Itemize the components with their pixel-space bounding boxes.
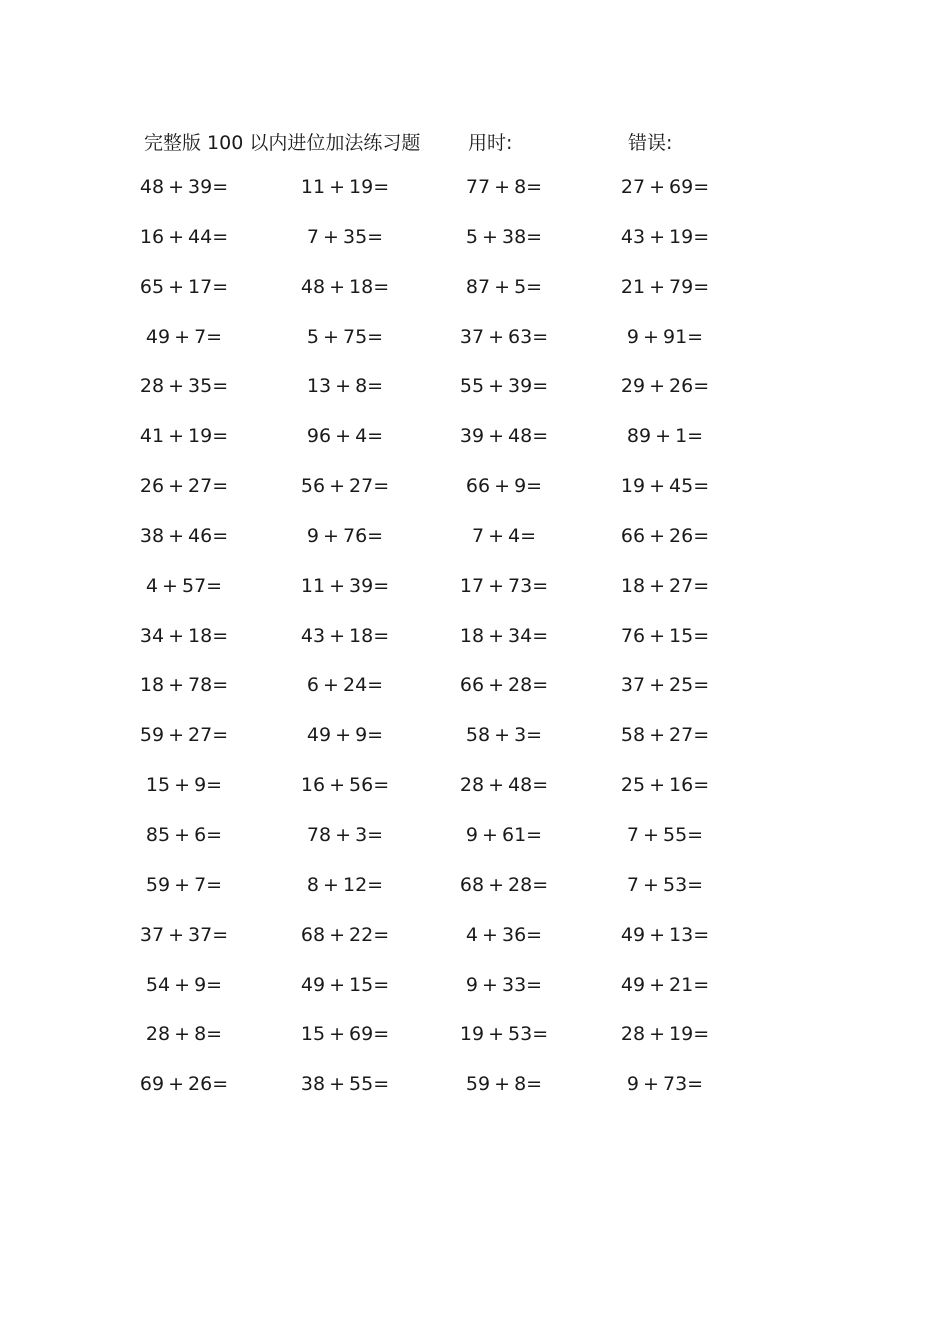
problem-item: 11 + 39=: [300, 574, 390, 597]
problem-item: 7 + 55=: [626, 823, 704, 846]
problem-grid: [0, 176, 950, 1123]
problem-item: 58 + 27=: [620, 724, 710, 747]
problem-row: [0, 1023, 950, 1073]
problem-item: 68 + 22=: [300, 923, 390, 946]
problem-item: 9 + 91=: [626, 325, 704, 348]
problem-item: 49 + 13=: [620, 923, 710, 946]
problem-row: [0, 1073, 950, 1123]
problem-item: 28 + 48=: [459, 774, 549, 797]
problem-row: [0, 724, 950, 774]
problem-item: 4 + 57=: [145, 574, 223, 597]
problem-item: 85 + 6=: [145, 823, 223, 846]
problem-row: [0, 375, 950, 425]
problem-item: 25 + 16=: [620, 774, 710, 797]
problem-item: 66 + 9=: [465, 475, 543, 498]
problem-row: [0, 276, 950, 326]
worksheet-title: 完整版 100 以内进位加法练习题: [144, 132, 421, 154]
problem-item: 65 + 17=: [139, 275, 229, 298]
problem-item: 15 + 9=: [145, 774, 223, 797]
problem-item: 28 + 35=: [139, 375, 229, 398]
problem-item: 17 + 73=: [459, 574, 549, 597]
problem-item: 78 + 3=: [306, 823, 384, 846]
problem-row: [0, 525, 950, 575]
problem-row: [0, 425, 950, 475]
problem-row: [0, 475, 950, 525]
problem-row: [0, 924, 950, 974]
problem-row: [0, 774, 950, 824]
problem-row: [0, 326, 950, 376]
problem-row: [0, 575, 950, 625]
problem-row: [0, 625, 950, 675]
problem-item: 58 + 3=: [465, 724, 543, 747]
problem-item: 54 + 9=: [145, 973, 223, 996]
problem-item: 27 + 69=: [620, 176, 710, 198]
problem-item: 59 + 8=: [465, 1073, 543, 1096]
problem-item: 19 + 53=: [459, 1023, 549, 1046]
problem-item: 11 + 19=: [300, 176, 390, 198]
problem-item: 7 + 35=: [306, 225, 384, 248]
problem-item: 19 + 45=: [620, 475, 710, 498]
problem-item: 43 + 18=: [300, 624, 390, 647]
problem-item: 9 + 61=: [465, 823, 543, 846]
problem-item: 18 + 34=: [459, 624, 549, 647]
problem-item: 56 + 27=: [300, 475, 390, 498]
problem-item: 49 + 15=: [300, 973, 390, 996]
problem-item: 5 + 75=: [306, 325, 384, 348]
problem-row: [0, 824, 950, 874]
problem-item: 87 + 5=: [465, 275, 543, 298]
problem-item: 49 + 9=: [306, 724, 384, 747]
problem-item: 9 + 33=: [465, 973, 543, 996]
problem-item: 28 + 19=: [620, 1023, 710, 1046]
problem-item: 49 + 21=: [620, 973, 710, 996]
problem-item: 89 + 1=: [626, 425, 704, 448]
problem-item: 15 + 69=: [300, 1023, 390, 1046]
problem-row: [0, 176, 950, 226]
problem-item: 37 + 37=: [139, 923, 229, 946]
problem-item: 43 + 19=: [620, 225, 710, 248]
problem-item: 59 + 27=: [139, 724, 229, 747]
problem-item: 68 + 28=: [459, 873, 549, 896]
problem-row: [0, 974, 950, 1024]
problem-item: 38 + 55=: [300, 1073, 390, 1096]
problem-item: 69 + 26=: [139, 1073, 229, 1096]
problem-item: 16 + 56=: [300, 774, 390, 797]
problem-item: 49 + 7=: [145, 325, 223, 348]
problem-item: 7 + 4=: [471, 524, 537, 547]
problem-item: 77 + 8=: [465, 176, 543, 198]
problem-item: 66 + 28=: [459, 674, 549, 697]
problem-item: 18 + 27=: [620, 574, 710, 597]
problem-item: 5 + 38=: [465, 225, 543, 248]
problem-item: 6 + 24=: [306, 674, 384, 697]
problem-item: 13 + 8=: [306, 375, 384, 398]
worksheet-header: [0, 128, 950, 158]
problem-item: 34 + 18=: [139, 624, 229, 647]
problem-item: 26 + 27=: [139, 475, 229, 498]
problem-item: 21 + 79=: [620, 275, 710, 298]
problem-item: 55 + 39=: [459, 375, 549, 398]
error-label: 错误:: [628, 132, 673, 154]
problem-row: [0, 674, 950, 724]
problem-item: 37 + 25=: [620, 674, 710, 697]
problem-item: 8 + 12=: [306, 873, 384, 896]
problem-item: 29 + 26=: [620, 375, 710, 398]
problem-item: 16 + 44=: [139, 225, 229, 248]
problem-item: 7 + 53=: [626, 873, 704, 896]
problem-item: 39 + 48=: [459, 425, 549, 448]
problem-item: 48 + 18=: [300, 275, 390, 298]
problem-item: 18 + 78=: [139, 674, 229, 697]
problem-item: 9 + 73=: [626, 1073, 704, 1096]
problem-item: 4 + 36=: [465, 923, 543, 946]
problem-item: 28 + 8=: [145, 1023, 223, 1046]
problem-item: 96 + 4=: [306, 425, 384, 448]
problem-item: 76 + 15=: [620, 624, 710, 647]
time-label: 用时:: [468, 132, 513, 154]
problem-row: [0, 874, 950, 924]
problem-row: [0, 226, 950, 276]
problem-item: 41 + 19=: [139, 425, 229, 448]
problem-item: 66 + 26=: [620, 524, 710, 547]
problem-item: 59 + 7=: [145, 873, 223, 896]
problem-item: 9 + 76=: [306, 524, 384, 547]
problem-item: 37 + 63=: [459, 325, 549, 348]
problem-item: 38 + 46=: [139, 524, 229, 547]
problem-item: 48 + 39=: [139, 176, 229, 198]
